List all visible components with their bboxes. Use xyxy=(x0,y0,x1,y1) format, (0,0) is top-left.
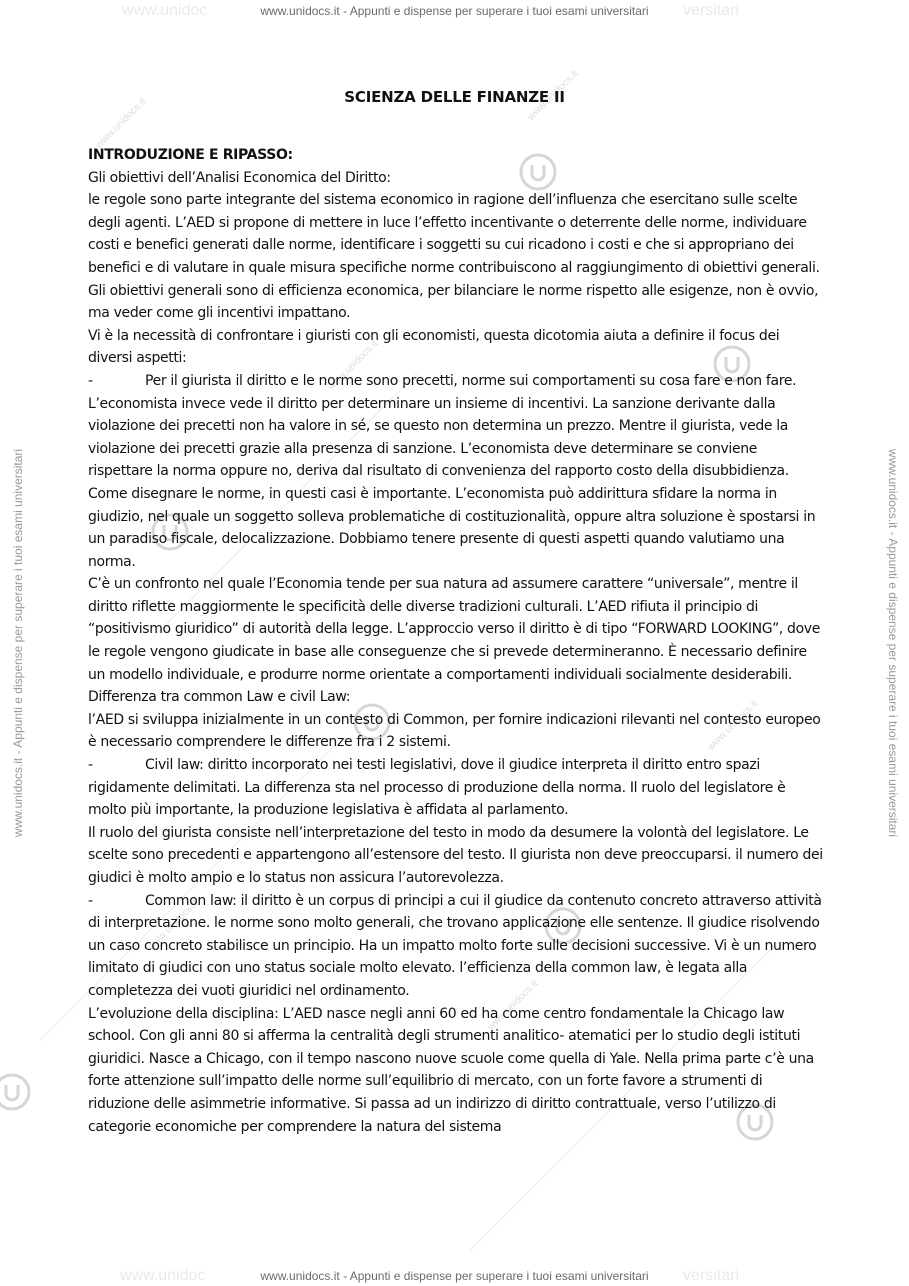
watermark-ghost-bottom-left: www.unidoc xyxy=(120,1267,206,1284)
watermark-ghost-bottom-right: versitari xyxy=(683,1267,740,1284)
bullet-item xyxy=(88,890,824,1003)
watermark-ghost-top-left: www.unidoc xyxy=(122,2,208,19)
paragraph: C’è un confronto nel quale l’Economia tende per sua natura ad assumere carattere “universale”, mentre il diritto riflette maggiormente le specificità delle diverse tradizioni culturali. L’AED rifiuta il principio di “positivismo giuridico” di autorità della legge. L’approccio verso il diritto è di tipo “FORWARD LOOKING”, dove le regole vengono giudicate in base alle conseguenze che si prevede determineranno. È necessario definire un modello individuale, e produrre norme orientate a comportamenti individuali socialmente desiderabili. xyxy=(88,576,821,683)
paragraph: l’AED si sviluppa inizialmente in un contesto di Common, per fornire indicazioni rilevanti nel contesto europeo è necessario comprendere le differenze fra i 2 sistemi. xyxy=(88,711,821,751)
bullet-text: Per il giurista il diritto e le norme sono precetti, norme sui comportamenti su cosa fare e non fare. L’economista invece vede il diritto per determinare un insieme di incentivi. La sanzione derivante dalla violazione dei precetti non ha valore in sé, se questo non determina un prezzo. Mentre il giurista, vede la violazione dei precetti grazie alla presenza di sanzione. L’economista deve determinare se conviene rispettare la norma oppure no, deriva dal risultato di convenienza del rapporto costo della disubbidienza. Come disegnare le norme, in questi casi è importante. L’economista può addirittura sfidare la norma in giudizio, nel quale un soggetto solleva problematiche di costituzionalità, oppure altra soluzione è spostarsi in un paradiso fiscale, delocalizzazione. Dobbiamo tenere presente di questi aspetti quando valutiamo una norma. xyxy=(88,372,816,570)
bullet-marker: - xyxy=(88,892,93,909)
paragraph: Differenza tra common Law e civil Law: xyxy=(88,689,351,706)
unidocs-logo-icon xyxy=(0,1072,32,1112)
watermark-side-left: www.unidocs.it - Appunti e dispense per superare i tuoi esami universitari xyxy=(11,448,25,838)
watermark-diagonal-text: www.unidocs.it xyxy=(485,978,541,1033)
watermark-diagonal-text: www.unidocs.it xyxy=(705,698,761,753)
paragraph: le regole sono parte integrante del sistema economico in ragione dell’influenza che esercitano sulle scelte degli agenti. L’AED si propone di mettere in luce l’effetto incentivante o deterrente delle norme, individuare costi e benefici generati dalle norme, identificare i soggetti su cui ricadono i costi e che si appropriano dei benefici e di valutare in quale misura specifiche norme contribuiscono al raggiungimento di obiettivi generali. Gli obiettivi generali sono di efficienza economica, per bilanciare le norme rispetto alle esigenze, non è ovvio, ma veder come gli incentivi impattano. xyxy=(88,192,820,322)
section-heading: INTRODUZIONE E RIPASSO: xyxy=(88,147,293,163)
watermark-diagonal-text: www.unidocs.it xyxy=(525,68,581,123)
bullet-marker: - xyxy=(88,757,93,774)
watermark-header: www.unidocs.it - Appunti e dispense per superare i tuoi esami universitari xyxy=(260,4,649,18)
watermark-diagonal-text: www.unidocs.it xyxy=(325,338,381,393)
paragraph: Il ruolo del giurista consiste nell’interpretazione del testo in modo da desumere la volontà del legislatore. Le scelte sono precedenti e appartengono all’estensore del testo. Il giurista non deve preoccuparsi. il numero dei giudici è molto ampio e lo status non assicura l’autorevolezza. xyxy=(88,824,823,886)
document-body xyxy=(88,144,824,1138)
watermark-ghost-top-right: versitari xyxy=(683,2,740,19)
watermark-side-right: www.unidocs.it - Appunti e dispense per superare i tuoi esami universitari xyxy=(886,448,900,838)
paragraph: Gli obiettivi dell’Analisi Economica del Diritto: xyxy=(88,169,391,186)
bullet-text: Civil law: diritto incorporato nei testi legislativi, dove il giudice interpreta il diritto entro spazi rigidamente delimitati. La differenza sta nel processo di produzione della norma. Il ruolo del legislatore è molto più importante, la produzione legislativa è affidata al parlamento. xyxy=(88,757,786,819)
paragraph: Vi è la necessità di confrontare i giuristi con gli economisti, questa dicotomia aiuta a definire il focus dei diversi aspetti: xyxy=(88,327,780,367)
watermark-diagonal-text: www.unidocs.it xyxy=(93,96,149,151)
document-title: SCIENZA DELLE FINANZE II xyxy=(344,88,565,106)
paragraph: L’evoluzione della disciplina: L’AED nasce negli anni 60 ed ha come centro fondamentale la Chicago law school. Con gli anni 80 si afferma la centralità degli strumenti analitico- atematici per lo studio degli istituti giuridici. Nasce a Chicago, con il tempo nascono nuove scuole come quella di Yale. Nella prima parte c’è una forte attenzione sull’impatto delle norme sull’equilibrio di mercato, con un forte favore a strumenti di riduzione delle asimmetrie informative. Si passa ad un indirizzo di diritto contrattuale, verso l’utilizzo di categorie economiche per comprendere la natura del sistema xyxy=(88,1005,814,1135)
bullet-text: Common law: il diritto è un corpus di principi a cui il giudice da contenuto concreto attraverso attività di interpretazione. le norme sono molto generali, che trovano applicazione elle sentenze. Il giudice risolvendo un caso concreto stabilisce un principio. Ha un impatto molto forte sulle decisioni successive. Vi è un numero limitato di giudici con uno status sociale molto elevato. l’efficienza della common law, è legata alla completezza dei vuoti giuridici nel ordinamento. xyxy=(88,892,822,999)
watermark-diagonal-text: www.unidocs.it xyxy=(145,898,201,953)
bullet-item xyxy=(88,370,824,573)
bullet-item xyxy=(88,754,824,822)
bullet-marker: - xyxy=(88,372,93,389)
watermark-footer: www.unidocs.it - Appunti e dispense per superare i tuoi esami universitari xyxy=(260,1269,649,1283)
